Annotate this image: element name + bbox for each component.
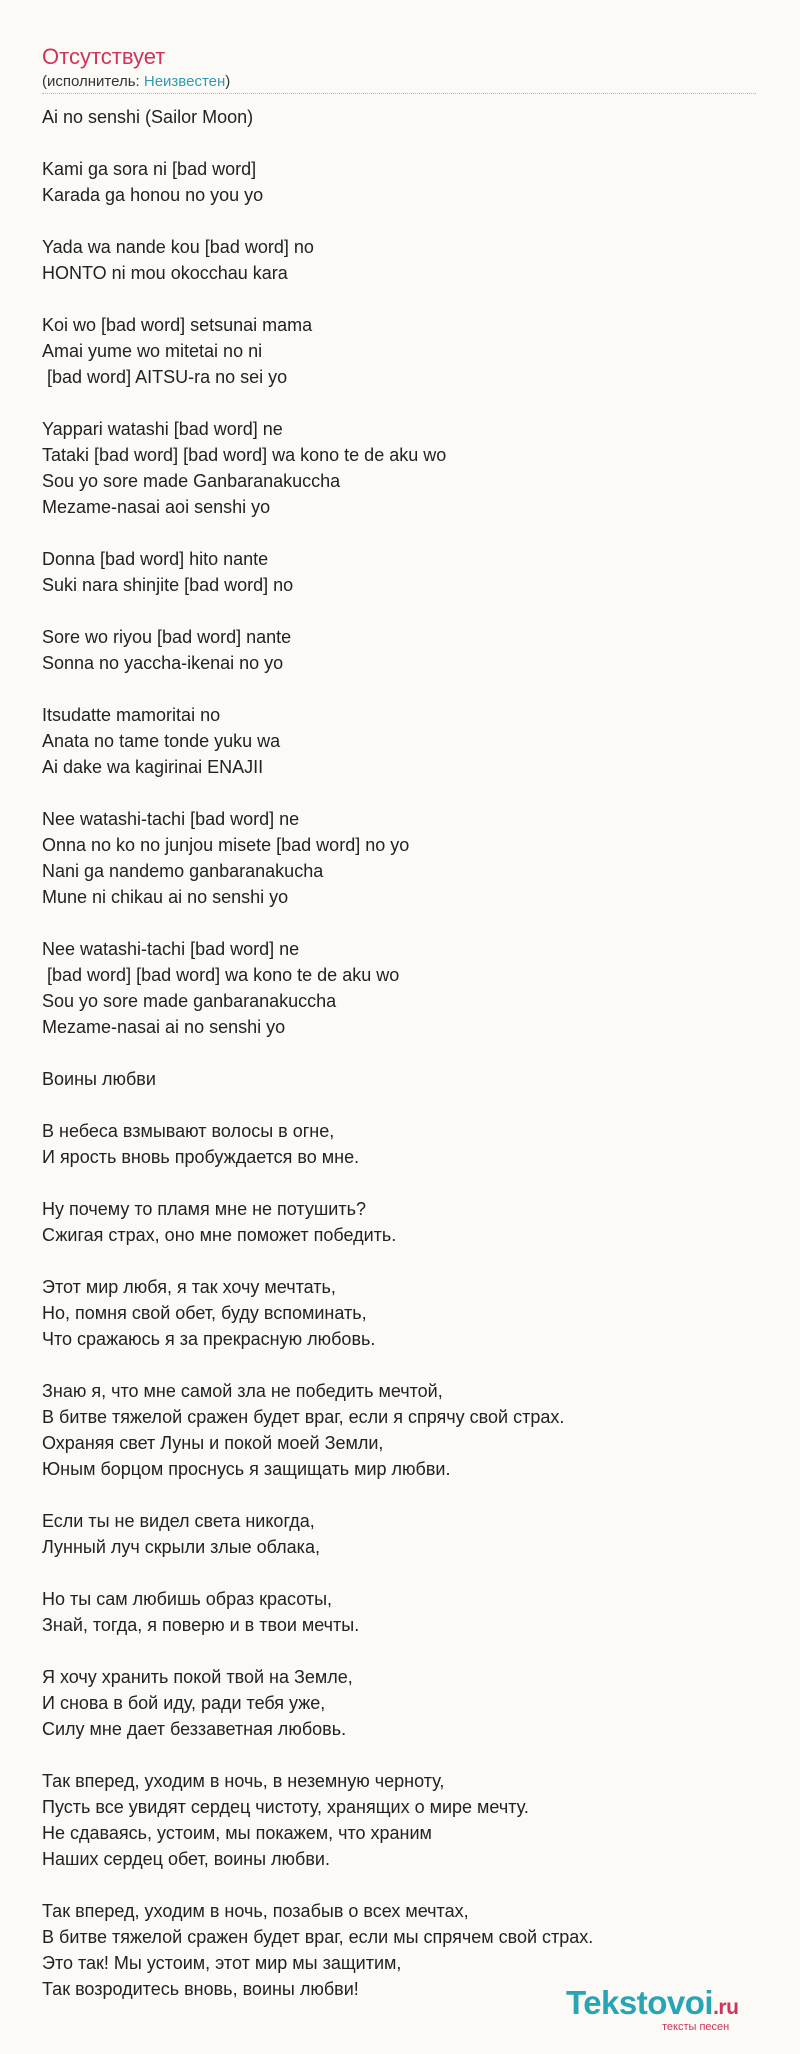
logo-tagline: тексты песен <box>662 2021 730 2033</box>
performer-line <box>42 73 230 91</box>
logo-tld: .ru <box>713 1996 739 2019</box>
performer-prefix: (исполнитель: <box>42 73 144 90</box>
performer-suffix: ) <box>225 73 231 90</box>
lyrics-text: Ai no senshi (Sailor Moon) Kami ga sora ni [bad word] Karada ga honou no you yo Yada wa nande kou [bad word] no HONTO ni mou okocchau kara Koi wo [bad word] setsunai mama Amai yume wo mitetai no ni [bad word] AITSU-ra no sei yo Yappari watashi [bad word] ne Tataki [bad word] [bad word] wa kono te de aku wo Sou yo sore made Ganbaranakuccha Mezame-nasai aoi senshi yo Donna [bad word] hito nante Suki nara shinjite [bad word] no Sore wo riyou [bad word] nante Sonna no yaccha-ikenai no yo Itsudatte mamoritai no Anata no tame tonde yuku wa Ai dake wa kagirinai ENAJII Nee watashi-tachi [bad word] ne Onna no ko no junjou misete [bad word] no yo Nani ga nandemo ganbaranakucha Mune ni chikau ai no senshi yo Nee watashi-tachi [bad word] ne [bad word] [bad word] wa kono te de aku wo Sou yo sore made ganbaranakuccha Mezame-nasai ai no senshi yo Воины любви В небеса взмывают волосы в огне, И ярость вновь пробуждается во мне. Ну почему то пламя мне не потушить? Сжигая страх, оно мне поможет победить. Этот мир любя, я так хочу мечтать, Но, помня свой обет, буду вспоминать, Что сражаюсь я за прекрасную любовь. Знаю я, что мне самой зла не победить мечтой, В битве тяжелой сражен будет враг, если я спрячу свой страх. Охраняя свет Луны и покой моей Земли, Юным борцом проснусь я защищать мир любви. Если ты не видел света никогда, Лунный луч скрыли злые облака, Но ты сам любишь образ красоты, Знай, тогда, я поверю и в твои мечты. Я хочу хранить покой твой на Земле, И снова в бой иду, ради тебя уже, Силу мне дает беззаветная любовь. Так вперед, уходим в ночь, в неземную черноту, Пусть все увидят сердец чистоту, хранящих о мире мечту. Не сдаваясь, устоим, мы покажем, что храним Наших сердец обет, воины любви. Так вперед, уходим в ночь, позабыв о всех мечтах, В битве тяжелой сражен будет враг, если мы спрячем свой страх. Это так! Мы устоим, этот мир мы защитим, Так возродитесь вновь, воины любви! <box>42 107 594 1999</box>
site-logo[interactable] <box>566 1984 776 2034</box>
song-title: Отсутствует <box>42 44 166 69</box>
header-divider <box>42 93 756 94</box>
logo-main-text: Tekstovoi <box>566 1984 714 2021</box>
logo-wordmark <box>566 1984 738 2022</box>
performer-link[interactable]: Неизвестен <box>143 73 226 90</box>
